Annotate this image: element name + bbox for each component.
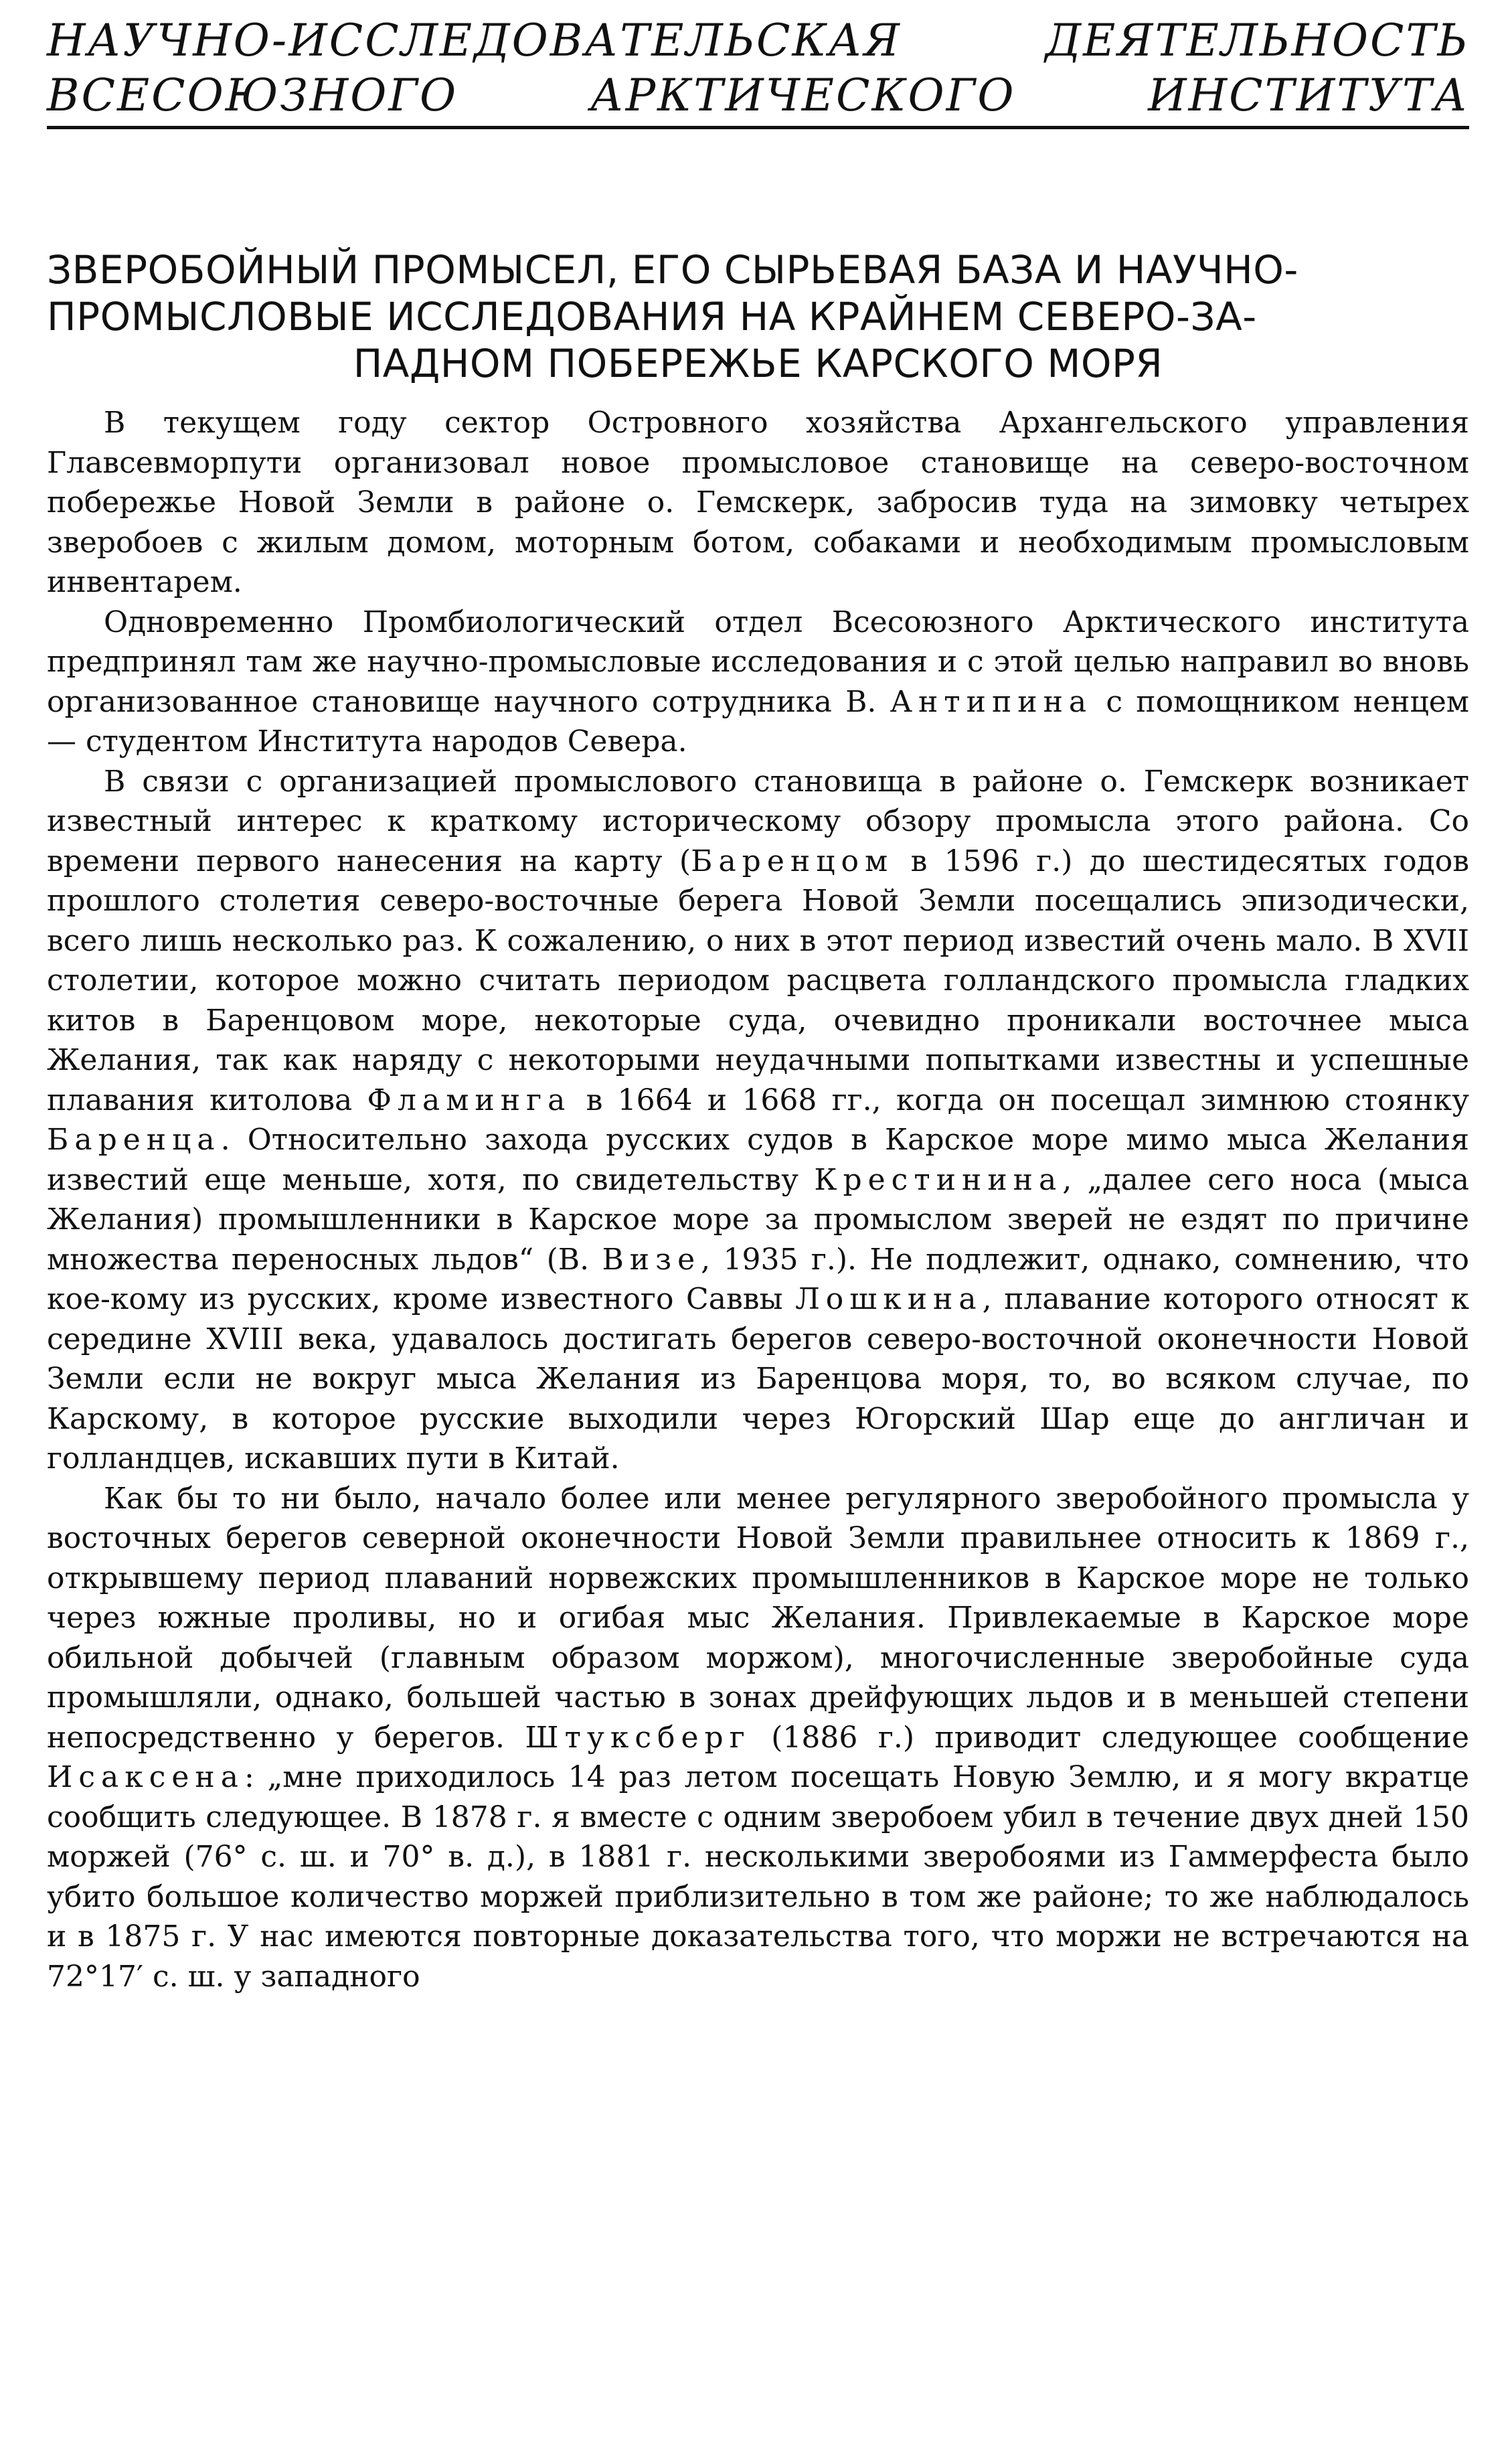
person-name: Крестинина	[814, 1162, 1063, 1197]
paragraph-3	[47, 762, 1469, 1479]
section-header-word: ИНСТИТУТА	[1148, 70, 1469, 121]
section-header-word: АРКТИЧЕСКОГО	[590, 70, 1016, 121]
article-body	[47, 403, 1469, 1996]
section-header-word: НАУЧНО-ИССЛЕДОВАТЕЛЬСКАЯ	[47, 15, 902, 66]
article-title-line-1: ЗВЕРОБОЙНЫЙ ПРОМЫСЕЛ, ЕГО СЫРЬЕВАЯ БАЗА И НАУЧНО-	[47, 247, 1298, 293]
paragraph-2	[47, 603, 1469, 762]
section-header-line-2	[47, 68, 1469, 123]
text-run: , плавание которого относят к середине XVIII века, удавалось достигать берегов северо-восточной оконечности Новой Земли если не вокруг мыса Желания из Баренцова моря, то, во всяком случае, по Карскому, в которое русские выходили через Югорский Шар еще до англичан и голландцев, искавших пути в Китай.	[47, 1282, 1469, 1476]
article-title-line-2: ПРОМЫСЛОВЫЕ ИССЛЕДОВАНИЯ НА КРАЙНЕМ СЕВЕРО-ЗА-	[47, 294, 1257, 339]
person-name: Штуксберг	[525, 1720, 751, 1755]
text-run: с помощником ненцем — студентом Института народов Севера.	[47, 684, 1470, 759]
text-run: В связи с организацией промыслового становища в районе о. Гемскерк возникает известный интерес к краткому историческому обзору промысла этого района. Со времени первого нанесения на карту (	[47, 764, 1469, 878]
text-run: , 1935 г.). Не подлежит, однако, сомнению, что кое-кому из русских, кроме известного Саввы	[47, 1242, 1469, 1316]
text-run: : „мне приходилось 14 раз летом посещать Новую Землю, и я могу вкратце сообщить следующее. В 1878 г. я вместе с одним зверобоем убил в течение двух дней 150 моржей (76° с. ш. и 70° в. д.), в 1881 г. несколькими зверобоями из Гаммерфеста было убито большое количество моржей приблизительно в том же районе; то же наблюдалось и в 1875 г. У нас имеются повторные доказательства того, что моржи не встречаются на 72°17′ с. ш. у западного	[47, 1760, 1469, 1994]
text-run: в 1664 и 1668 гг., когда он посещал зимнюю стоянку	[571, 1083, 1470, 1117]
text-run: (1886 г.) приводит следующее сообщение	[750, 1720, 1469, 1755]
person-name: Баренцом	[691, 844, 894, 878]
paragraph-4	[47, 1479, 1469, 1997]
article-title-line-3: ПАДНОМ ПОБЕРЕЖЬЕ КАРСКОГО МОРЯ	[353, 341, 1163, 386]
text-run: Одновременно Промбиологический отдел Всесоюзного Арктического института предпринял там же научно-промысловые исследования и с этой целью направил во вновь организованное становище научного сотрудника В.	[47, 605, 1469, 719]
section-header	[47, 13, 1469, 123]
person-name: Фламинга	[367, 1083, 572, 1117]
person-name: Лошкина	[795, 1282, 983, 1316]
person-name: Антипина	[890, 684, 1093, 719]
paragraph-1: В текущем году сектор Островного хозяйства Архангельского управления Главсевморпути организовал новое промысловое становище на северо-восточном побережье Новой Земли в районе о. Гемскерк, забросив туда на зимовку четырех зверобоев с жилым домом, моторным ботом, собаками и необходимым промысловым инвентарем.	[47, 406, 1469, 599]
text-run: . Относительно захода русских судов в Карское море мимо мыса Желания известий еще меньше, хотя, по свидетельству	[47, 1123, 1469, 1197]
section-header-word: ВСЕСОЮЗНОГО	[47, 70, 458, 121]
section-header-word: ДЕЯТЕЛЬНОСТЬ	[1045, 15, 1469, 66]
text-run: в 1596 г.) до шестидесятых годов прошлого столетия северо-восточные берега Новой Земли посещались эпизодически, всего лишь несколько раз. К сожалению, о них в этот период известий очень мало. В XVII столетии, которое можно считать периодом расцвета голландского промысла гладких китов в Баренцовом море, некоторые суда, очевидно проникали восточнее мыса Желания, так как наряду с некоторыми неудачными попытками известны и успешные плавания китолова	[47, 844, 1470, 1117]
document-page	[47, 13, 1469, 1996]
text-run: , „далее сего носа (мыса Желания) промышленники в Карское море за промыслом зверей не ездят по причине множества переносных льдов“ (В.	[47, 1162, 1469, 1277]
header-rule	[47, 126, 1469, 129]
person-name: Визе	[602, 1242, 701, 1277]
person-name: Исаксена	[47, 1760, 244, 1794]
section-header-line-1	[47, 13, 1469, 68]
article-title	[47, 246, 1469, 387]
person-name: Баренца	[47, 1123, 221, 1157]
text-run: Как бы то ни было, начало более или менее регулярного зверобойного промысла у восточных берегов северной оконечности Новой Земли правильнее относить к 1869 г., открывшему период плаваний норвежских промышленников в Карское море не только через южные проливы, но и огибая мыс Желания. Привлекаемые в Карское море обильной добычей (главным образом моржом), многочисленные зверобойные суда промышляли, однако, большей частью в зонах дрейфующих льдов и в меньшей степени непосредственно у берегов.	[47, 1481, 1469, 1755]
